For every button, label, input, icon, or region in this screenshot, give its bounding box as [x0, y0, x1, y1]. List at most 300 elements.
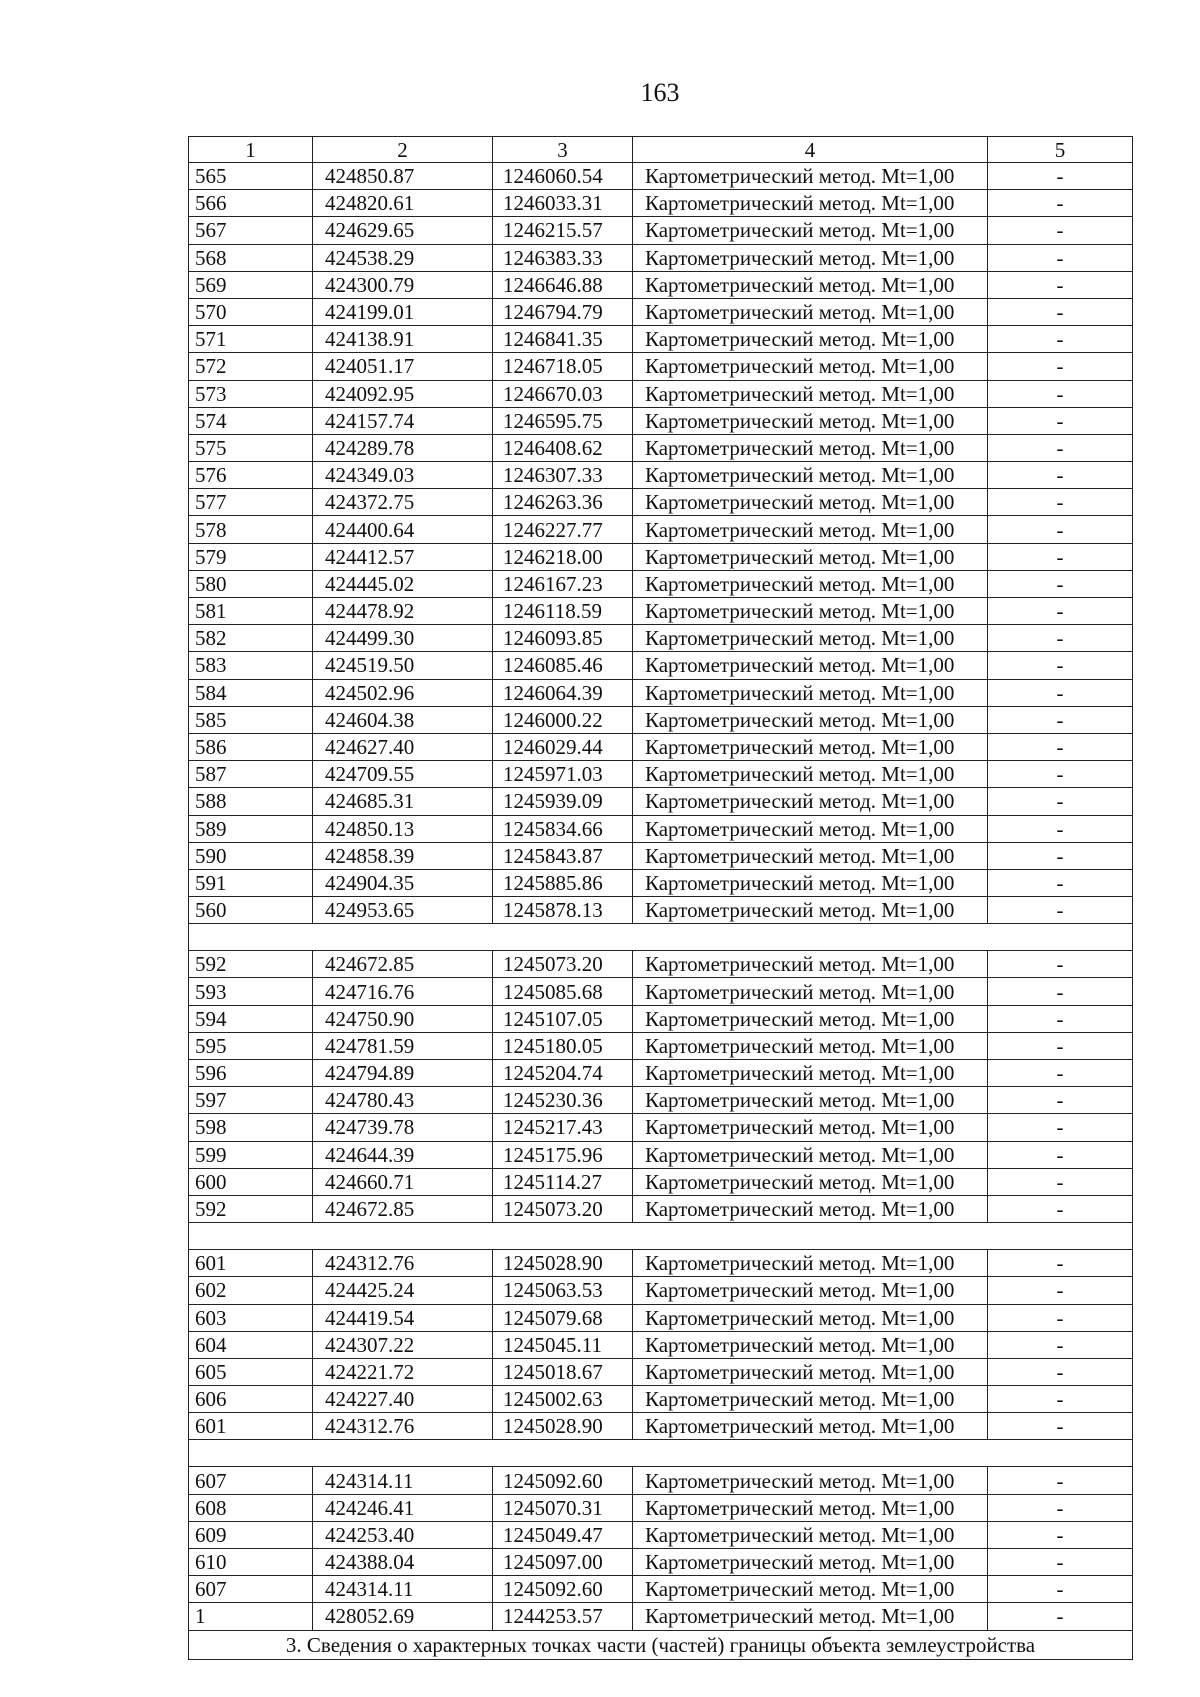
point-number-cell: 575: [189, 434, 313, 461]
accuracy-cell: -: [988, 1195, 1133, 1222]
x-coordinate-cell: 424850.13: [313, 815, 493, 842]
point-number-cell: 599: [189, 1141, 313, 1168]
y-coordinate-cell: 1245028.90: [493, 1413, 633, 1440]
point-number-cell: 569: [189, 271, 313, 298]
method-cell: Картометрический метод. Mt=1,00: [633, 1549, 988, 1576]
method-cell: Картометрический метод. Mt=1,00: [633, 788, 988, 815]
method-cell: Картометрический метод. Mt=1,00: [633, 1413, 988, 1440]
point-number-cell: 568: [189, 244, 313, 271]
method-cell: Картометрический метод. Mt=1,00: [633, 1005, 988, 1032]
y-coordinate-cell: 1245843.87: [493, 842, 633, 869]
accuracy-cell: -: [988, 761, 1133, 788]
method-cell: Картометрический метод. Mt=1,00: [633, 842, 988, 869]
accuracy-cell: -: [988, 842, 1133, 869]
coordinates-table: [188, 136, 1133, 1660]
accuracy-cell: -: [988, 625, 1133, 652]
x-coordinate-cell: 424502.96: [313, 679, 493, 706]
table-row: [189, 1168, 1133, 1195]
accuracy-cell: -: [988, 244, 1133, 271]
y-coordinate-cell: 1246227.77: [493, 516, 633, 543]
x-coordinate-cell: 424312.76: [313, 1413, 493, 1440]
x-coordinate-cell: 424412.57: [313, 543, 493, 570]
column-header: 3: [493, 137, 633, 163]
accuracy-cell: -: [988, 1304, 1133, 1331]
table-row: [189, 1467, 1133, 1494]
point-number-cell: 608: [189, 1494, 313, 1521]
point-number-cell: 577: [189, 489, 313, 516]
accuracy-cell: -: [988, 679, 1133, 706]
point-number-cell: 582: [189, 625, 313, 652]
table-row: [189, 869, 1133, 896]
accuracy-cell: -: [988, 1386, 1133, 1413]
method-cell: Картометрический метод. Mt=1,00: [633, 1277, 988, 1304]
point-number-cell: 597: [189, 1087, 313, 1114]
method-cell: Картометрический метод. Mt=1,00: [633, 516, 988, 543]
x-coordinate-cell: 424709.55: [313, 761, 493, 788]
x-coordinate-cell: 424349.03: [313, 462, 493, 489]
accuracy-cell: -: [988, 543, 1133, 570]
table-header-row: [189, 137, 1133, 163]
point-number-cell: 590: [189, 842, 313, 869]
method-cell: Картометрический метод. Mt=1,00: [633, 978, 988, 1005]
point-number-cell: 605: [189, 1358, 313, 1385]
x-coordinate-cell: 424246.41: [313, 1494, 493, 1521]
x-coordinate-cell: 424499.30: [313, 625, 493, 652]
group-separator-row: [189, 1440, 1133, 1467]
method-cell: Картометрический метод. Mt=1,00: [633, 298, 988, 325]
table-row: [189, 489, 1133, 516]
column-header: 1: [189, 137, 313, 163]
x-coordinate-cell: 424739.78: [313, 1114, 493, 1141]
point-number-cell: 588: [189, 788, 313, 815]
group-separator-cell: [189, 1223, 1133, 1250]
accuracy-cell: -: [988, 489, 1133, 516]
table-row: [189, 353, 1133, 380]
point-number-cell: 571: [189, 326, 313, 353]
x-coordinate-cell: 424627.40: [313, 733, 493, 760]
table-row: [189, 1141, 1133, 1168]
table-row: [189, 1005, 1133, 1032]
y-coordinate-cell: 1246794.79: [493, 298, 633, 325]
point-number-cell: 570: [189, 298, 313, 325]
table-row: [189, 1413, 1133, 1440]
x-coordinate-cell: 424400.64: [313, 516, 493, 543]
group-separator-cell: [189, 924, 1133, 951]
y-coordinate-cell: 1245085.68: [493, 978, 633, 1005]
x-coordinate-cell: 428052.69: [313, 1603, 493, 1630]
point-number-cell: 601: [189, 1413, 313, 1440]
table-row: [189, 1576, 1133, 1603]
y-coordinate-cell: 1245180.05: [493, 1032, 633, 1059]
table-row: [189, 1304, 1133, 1331]
accuracy-cell: -: [988, 516, 1133, 543]
y-coordinate-cell: 1245175.96: [493, 1141, 633, 1168]
x-coordinate-cell: 424672.85: [313, 951, 493, 978]
table-row: [189, 380, 1133, 407]
accuracy-cell: -: [988, 1576, 1133, 1603]
point-number-cell: 607: [189, 1467, 313, 1494]
x-coordinate-cell: 424629.65: [313, 217, 493, 244]
table-row: [189, 761, 1133, 788]
method-cell: Картометрический метод. Mt=1,00: [633, 706, 988, 733]
column-header: 2: [313, 137, 493, 163]
method-cell: Картометрический метод. Mt=1,00: [633, 869, 988, 896]
x-coordinate-cell: 424388.04: [313, 1549, 493, 1576]
method-cell: Картометрический метод. Mt=1,00: [633, 1060, 988, 1087]
table-body: [189, 137, 1133, 1660]
method-cell: Картометрический метод. Mt=1,00: [633, 489, 988, 516]
accuracy-cell: -: [988, 298, 1133, 325]
x-coordinate-cell: 424858.39: [313, 842, 493, 869]
y-coordinate-cell: 1245018.67: [493, 1358, 633, 1385]
accuracy-cell: -: [988, 897, 1133, 924]
x-coordinate-cell: 424051.17: [313, 353, 493, 380]
table-row: [189, 1114, 1133, 1141]
table-row: [189, 298, 1133, 325]
accuracy-cell: -: [988, 1032, 1133, 1059]
x-coordinate-cell: 424904.35: [313, 869, 493, 896]
table-row: [189, 462, 1133, 489]
table-row: [189, 679, 1133, 706]
point-number-cell: 606: [189, 1386, 313, 1413]
accuracy-cell: -: [988, 815, 1133, 842]
y-coordinate-cell: 1245063.53: [493, 1277, 633, 1304]
method-cell: Картометрический метод. Mt=1,00: [633, 407, 988, 434]
method-cell: Картометрический метод. Mt=1,00: [633, 761, 988, 788]
point-number-cell: 578: [189, 516, 313, 543]
method-cell: Картометрический метод. Mt=1,00: [633, 1603, 988, 1630]
x-coordinate-cell: 424716.76: [313, 978, 493, 1005]
method-cell: Картометрический метод. Mt=1,00: [633, 217, 988, 244]
x-coordinate-cell: 424672.85: [313, 1195, 493, 1222]
table-row: [189, 570, 1133, 597]
page-number: 163: [640, 78, 680, 107]
point-number-cell: 586: [189, 733, 313, 760]
point-number-cell: 567: [189, 217, 313, 244]
y-coordinate-cell: 1245107.05: [493, 1005, 633, 1032]
y-coordinate-cell: 1246064.39: [493, 679, 633, 706]
point-number-cell: 589: [189, 815, 313, 842]
table-row: [189, 842, 1133, 869]
y-coordinate-cell: 1246060.54: [493, 163, 633, 190]
x-coordinate-cell: 424660.71: [313, 1168, 493, 1195]
y-coordinate-cell: 1245049.47: [493, 1521, 633, 1548]
x-coordinate-cell: 424425.24: [313, 1277, 493, 1304]
y-coordinate-cell: 1245073.20: [493, 951, 633, 978]
method-cell: Картометрический метод. Mt=1,00: [633, 190, 988, 217]
accuracy-cell: -: [988, 380, 1133, 407]
y-coordinate-cell: 1245885.86: [493, 869, 633, 896]
x-coordinate-cell: 424750.90: [313, 1005, 493, 1032]
x-coordinate-cell: 424478.92: [313, 598, 493, 625]
table-row: [189, 598, 1133, 625]
x-coordinate-cell: 424307.22: [313, 1331, 493, 1358]
group-separator-row: [189, 1223, 1133, 1250]
x-coordinate-cell: 424138.91: [313, 326, 493, 353]
x-coordinate-cell: 424312.76: [313, 1250, 493, 1277]
y-coordinate-cell: 1246029.44: [493, 733, 633, 760]
method-cell: Картометрический метод. Mt=1,00: [633, 598, 988, 625]
y-coordinate-cell: 1245834.66: [493, 815, 633, 842]
accuracy-cell: -: [988, 598, 1133, 625]
accuracy-cell: -: [988, 1549, 1133, 1576]
y-coordinate-cell: 1245079.68: [493, 1304, 633, 1331]
accuracy-cell: -: [988, 1603, 1133, 1630]
column-header: 4: [633, 137, 988, 163]
x-coordinate-cell: 424092.95: [313, 380, 493, 407]
accuracy-cell: -: [988, 978, 1133, 1005]
point-number-cell: 603: [189, 1304, 313, 1331]
x-coordinate-cell: 424953.65: [313, 897, 493, 924]
method-cell: Картометрический метод. Mt=1,00: [633, 163, 988, 190]
x-coordinate-cell: 424519.50: [313, 652, 493, 679]
method-cell: Картометрический метод. Mt=1,00: [633, 326, 988, 353]
table-row: [189, 271, 1133, 298]
y-coordinate-cell: 1246646.88: [493, 271, 633, 298]
y-coordinate-cell: 1245114.27: [493, 1168, 633, 1195]
y-coordinate-cell: 1246307.33: [493, 462, 633, 489]
point-number-cell: 581: [189, 598, 313, 625]
y-coordinate-cell: 1245092.60: [493, 1467, 633, 1494]
y-coordinate-cell: 1245002.63: [493, 1386, 633, 1413]
table-row: [189, 1386, 1133, 1413]
point-number-cell: 593: [189, 978, 313, 1005]
x-coordinate-cell: 424604.38: [313, 706, 493, 733]
method-cell: Картометрический метод. Mt=1,00: [633, 1250, 988, 1277]
accuracy-cell: -: [988, 407, 1133, 434]
method-cell: Картометрический метод. Mt=1,00: [633, 380, 988, 407]
point-number-cell: 607: [189, 1576, 313, 1603]
method-cell: Картометрический метод. Mt=1,00: [633, 353, 988, 380]
y-coordinate-cell: 1246085.46: [493, 652, 633, 679]
y-coordinate-cell: 1245878.13: [493, 897, 633, 924]
y-coordinate-cell: 1245092.60: [493, 1576, 633, 1603]
accuracy-cell: -: [988, 190, 1133, 217]
accuracy-cell: -: [988, 1494, 1133, 1521]
accuracy-cell: -: [988, 1005, 1133, 1032]
table-footer-row: [189, 1630, 1133, 1659]
y-coordinate-cell: 1246670.03: [493, 380, 633, 407]
y-coordinate-cell: 1246215.57: [493, 217, 633, 244]
method-cell: Картометрический метод. Mt=1,00: [633, 679, 988, 706]
table-row: [189, 407, 1133, 434]
point-number-cell: 592: [189, 1195, 313, 1222]
accuracy-cell: -: [988, 1358, 1133, 1385]
method-cell: Картометрический метод. Mt=1,00: [633, 1168, 988, 1195]
method-cell: Картометрический метод. Mt=1,00: [633, 1195, 988, 1222]
table-row: [189, 1331, 1133, 1358]
table-row: [189, 951, 1133, 978]
method-cell: Картометрический метод. Mt=1,00: [633, 1358, 988, 1385]
y-coordinate-cell: 1246033.31: [493, 190, 633, 217]
y-coordinate-cell: 1245045.11: [493, 1331, 633, 1358]
point-number-cell: 591: [189, 869, 313, 896]
point-number-cell: 565: [189, 163, 313, 190]
method-cell: Картометрический метод. Mt=1,00: [633, 1114, 988, 1141]
accuracy-cell: -: [988, 951, 1133, 978]
method-cell: Картометрический метод. Mt=1,00: [633, 1386, 988, 1413]
point-number-cell: 600: [189, 1168, 313, 1195]
y-coordinate-cell: 1245204.74: [493, 1060, 633, 1087]
table-row: [189, 434, 1133, 461]
table-row: [189, 190, 1133, 217]
table-row: [189, 244, 1133, 271]
table-row: [189, 652, 1133, 679]
y-coordinate-cell: 1246841.35: [493, 326, 633, 353]
point-number-cell: 576: [189, 462, 313, 489]
y-coordinate-cell: 1246118.59: [493, 598, 633, 625]
table-row: [189, 516, 1133, 543]
table-row: [189, 1494, 1133, 1521]
y-coordinate-cell: 1246218.00: [493, 543, 633, 570]
x-coordinate-cell: 424644.39: [313, 1141, 493, 1168]
y-coordinate-cell: 1246718.05: [493, 353, 633, 380]
method-cell: Картометрический метод. Mt=1,00: [633, 244, 988, 271]
method-cell: Картометрический метод. Mt=1,00: [633, 1467, 988, 1494]
accuracy-cell: -: [988, 869, 1133, 896]
point-number-cell: 572: [189, 353, 313, 380]
column-header: 5: [988, 137, 1133, 163]
accuracy-cell: -: [988, 1467, 1133, 1494]
point-number-cell: 580: [189, 570, 313, 597]
method-cell: Картометрический метод. Mt=1,00: [633, 1521, 988, 1548]
accuracy-cell: -: [988, 1060, 1133, 1087]
table-row: [189, 1060, 1133, 1087]
method-cell: Картометрический метод. Mt=1,00: [633, 271, 988, 298]
table-row: [189, 733, 1133, 760]
point-number-cell: 601: [189, 1250, 313, 1277]
point-number-cell: 609: [189, 1521, 313, 1548]
point-number-cell: 573: [189, 380, 313, 407]
table-row: [189, 1603, 1133, 1630]
accuracy-cell: -: [988, 462, 1133, 489]
table-row: [189, 897, 1133, 924]
x-coordinate-cell: 424300.79: [313, 271, 493, 298]
method-cell: Картометрический метод. Mt=1,00: [633, 652, 988, 679]
x-coordinate-cell: 424538.29: [313, 244, 493, 271]
x-coordinate-cell: 424850.87: [313, 163, 493, 190]
accuracy-cell: -: [988, 1168, 1133, 1195]
group-separator-cell: [189, 1440, 1133, 1467]
x-coordinate-cell: 424685.31: [313, 788, 493, 815]
accuracy-cell: -: [988, 434, 1133, 461]
x-coordinate-cell: 424221.72: [313, 1358, 493, 1385]
point-number-cell: 598: [189, 1114, 313, 1141]
y-coordinate-cell: 1246000.22: [493, 706, 633, 733]
accuracy-cell: -: [988, 788, 1133, 815]
table-row: [189, 1358, 1133, 1385]
method-cell: Картометрический метод. Mt=1,00: [633, 733, 988, 760]
method-cell: Картометрический метод. Mt=1,00: [633, 625, 988, 652]
y-coordinate-cell: 1246383.33: [493, 244, 633, 271]
y-coordinate-cell: 1246093.85: [493, 625, 633, 652]
accuracy-cell: -: [988, 1277, 1133, 1304]
accuracy-cell: -: [988, 733, 1133, 760]
y-coordinate-cell: 1246408.62: [493, 434, 633, 461]
accuracy-cell: -: [988, 570, 1133, 597]
point-number-cell: 595: [189, 1032, 313, 1059]
table-row: [189, 625, 1133, 652]
method-cell: Картометрический метод. Mt=1,00: [633, 1494, 988, 1521]
method-cell: Картометрический метод. Mt=1,00: [633, 1576, 988, 1603]
point-number-cell: 587: [189, 761, 313, 788]
accuracy-cell: -: [988, 271, 1133, 298]
x-coordinate-cell: 424199.01: [313, 298, 493, 325]
y-coordinate-cell: 1246167.23: [493, 570, 633, 597]
point-number-cell: 584: [189, 679, 313, 706]
table-row: [189, 326, 1133, 353]
table-row: [189, 1250, 1133, 1277]
accuracy-cell: -: [988, 706, 1133, 733]
method-cell: Картометрический метод. Mt=1,00: [633, 570, 988, 597]
x-coordinate-cell: 424419.54: [313, 1304, 493, 1331]
table-row: [189, 815, 1133, 842]
table-row: [189, 1277, 1133, 1304]
method-cell: Картометрический метод. Mt=1,00: [633, 815, 988, 842]
accuracy-cell: -: [988, 1521, 1133, 1548]
point-number-cell: 566: [189, 190, 313, 217]
accuracy-cell: -: [988, 1331, 1133, 1358]
x-coordinate-cell: 424157.74: [313, 407, 493, 434]
accuracy-cell: -: [988, 163, 1133, 190]
accuracy-cell: -: [988, 1114, 1133, 1141]
y-coordinate-cell: 1245217.43: [493, 1114, 633, 1141]
y-coordinate-cell: 1245939.09: [493, 788, 633, 815]
point-number-cell: 602: [189, 1277, 313, 1304]
table-row: [189, 543, 1133, 570]
method-cell: Картометрический метод. Mt=1,00: [633, 897, 988, 924]
x-coordinate-cell: 424314.11: [313, 1467, 493, 1494]
y-coordinate-cell: 1245070.31: [493, 1494, 633, 1521]
table-row: [189, 788, 1133, 815]
y-coordinate-cell: 1245028.90: [493, 1250, 633, 1277]
accuracy-cell: -: [988, 1141, 1133, 1168]
table-row: [189, 163, 1133, 190]
section-heading: 3. Сведения о характерных точках части (частей) границы объекта землеустройства: [189, 1630, 1133, 1659]
x-coordinate-cell: 424314.11: [313, 1576, 493, 1603]
table-row: [189, 978, 1133, 1005]
table-row: [189, 1549, 1133, 1576]
point-number-cell: 594: [189, 1005, 313, 1032]
method-cell: Картометрический метод. Mt=1,00: [633, 1304, 988, 1331]
x-coordinate-cell: 424372.75: [313, 489, 493, 516]
accuracy-cell: -: [988, 1413, 1133, 1440]
point-number-cell: 574: [189, 407, 313, 434]
method-cell: Картометрический метод. Mt=1,00: [633, 543, 988, 570]
table-row: [189, 1087, 1133, 1114]
table-row: [189, 1032, 1133, 1059]
method-cell: Картометрический метод. Mt=1,00: [633, 1087, 988, 1114]
y-coordinate-cell: 1245971.03: [493, 761, 633, 788]
point-number-cell: 604: [189, 1331, 313, 1358]
y-coordinate-cell: 1245230.36: [493, 1087, 633, 1114]
point-number-cell: 592: [189, 951, 313, 978]
table-row: [189, 706, 1133, 733]
x-coordinate-cell: 424780.43: [313, 1087, 493, 1114]
point-number-cell: 579: [189, 543, 313, 570]
table-row: [189, 1195, 1133, 1222]
method-cell: Картометрический метод. Mt=1,00: [633, 434, 988, 461]
point-number-cell: 560: [189, 897, 313, 924]
accuracy-cell: -: [988, 217, 1133, 244]
group-separator-row: [189, 924, 1133, 951]
table-row: [189, 1521, 1133, 1548]
point-number-cell: 596: [189, 1060, 313, 1087]
y-coordinate-cell: 1244253.57: [493, 1603, 633, 1630]
y-coordinate-cell: 1245097.00: [493, 1549, 633, 1576]
y-coordinate-cell: 1245073.20: [493, 1195, 633, 1222]
x-coordinate-cell: 424820.61: [313, 190, 493, 217]
